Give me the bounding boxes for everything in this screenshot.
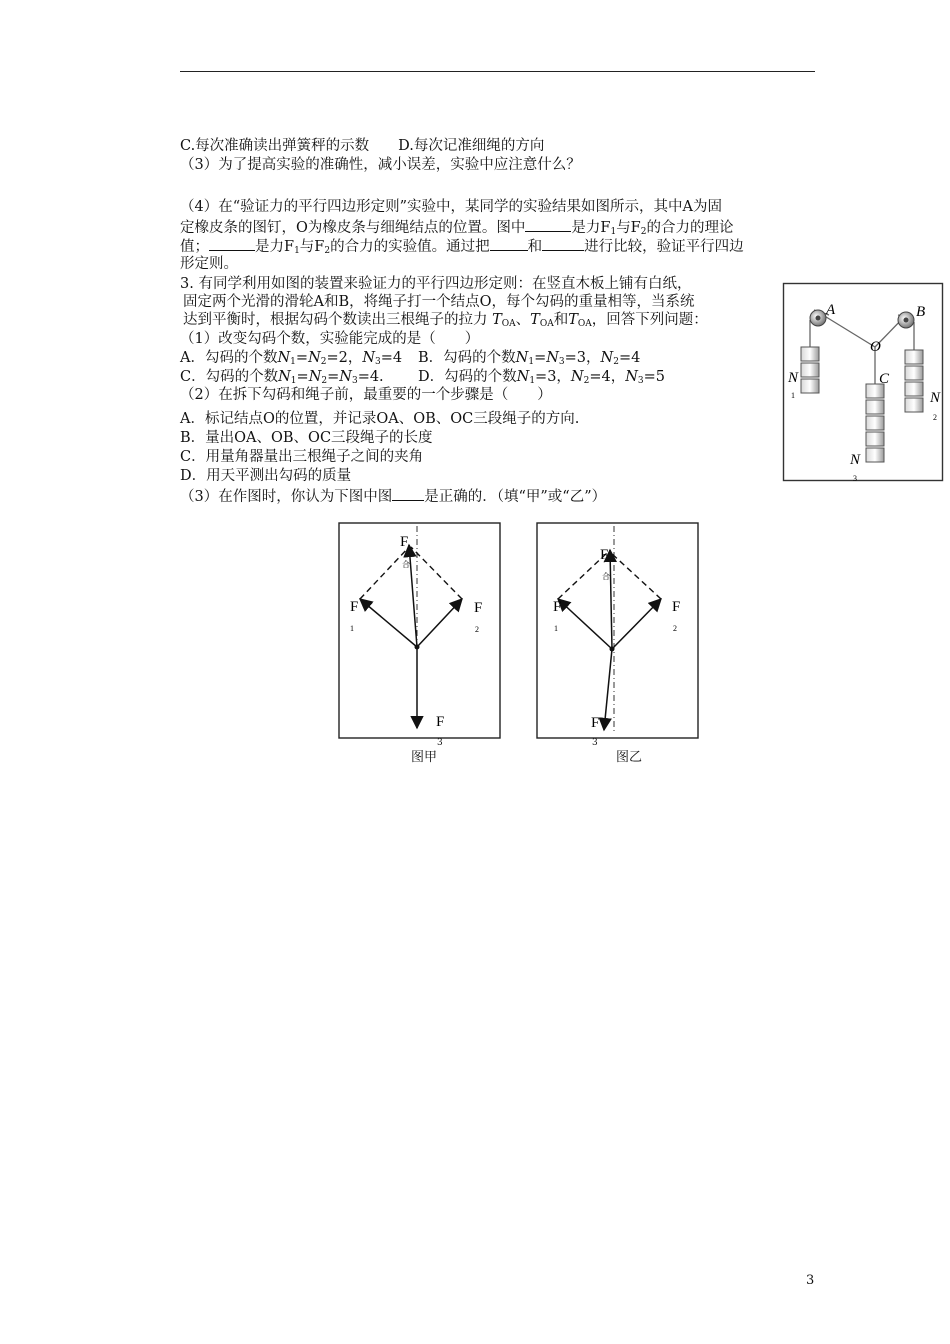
text-span: C．勾码的个数 xyxy=(180,369,279,385)
text-span: 和 xyxy=(553,312,569,328)
answer-blank[interactable] xyxy=(490,236,528,251)
text-span: = xyxy=(295,350,309,366)
text-span: =4 xyxy=(380,350,403,366)
figure-yi-f3-subscript: 3 xyxy=(592,738,598,748)
text-span: =4. xyxy=(357,369,384,385)
subscript: 2 xyxy=(583,376,590,386)
text-span: =4， xyxy=(589,369,626,385)
label-f3: F xyxy=(591,715,600,731)
text-line: 3. 有同学利用如图的装置来验证力的平行四边形定则：在竖直木板上铺有白纸， xyxy=(180,276,692,292)
weights-n1 xyxy=(801,347,819,393)
text-line: 形定则。 xyxy=(180,256,238,272)
text-span: =2， xyxy=(326,350,363,366)
header-rule xyxy=(180,71,815,72)
n-symbol: N xyxy=(516,369,530,385)
n-symbol: N xyxy=(278,369,291,385)
text-span: =4 xyxy=(618,350,641,366)
label-f3: F xyxy=(436,714,445,730)
pulley-apparatus-diagram xyxy=(782,282,946,482)
text-span: =5 xyxy=(643,369,666,385)
text-span: 的合力的理论 xyxy=(646,220,734,236)
figure-jia xyxy=(338,522,502,740)
subscript: OA xyxy=(577,319,592,329)
text-line xyxy=(180,486,606,506)
label-f1-sub: 1 xyxy=(350,624,354,633)
text-span: 与F xyxy=(299,239,325,255)
answer-blank[interactable] xyxy=(209,236,255,251)
n-symbol: N xyxy=(570,369,584,385)
label-he-sub: 合 xyxy=(602,572,610,581)
text-span: =3， xyxy=(564,350,601,366)
text-line: （4）在“验证力的平行四边形定则”实验中，某同学的实验结果如图所示，其中A为固 xyxy=(180,199,723,215)
text-span: 进行比较，验证平行四边 xyxy=(584,239,744,255)
text-span: 和 xyxy=(527,239,543,255)
answer-blank[interactable] xyxy=(392,486,424,501)
answer-blank[interactable] xyxy=(542,236,584,251)
text-span: ，回答下列问题： xyxy=(591,312,708,328)
figure-jia-caption: 图甲 xyxy=(411,750,438,765)
text-span: 、 xyxy=(515,312,531,328)
n-symbol: N xyxy=(362,350,376,366)
label-f1-sub: 1 xyxy=(554,624,558,633)
text-span: 值； xyxy=(180,239,209,255)
text-line: A．标记结点O的位置，并记录OA、OB、OC三段绳子的方向. xyxy=(180,411,580,427)
label-b: B xyxy=(916,304,926,320)
label-a: A xyxy=(826,302,836,318)
text-span: （3）在作图时，你认为下图中图 xyxy=(180,489,393,505)
n-symbol: N xyxy=(625,369,638,385)
n-symbol: N xyxy=(515,350,529,366)
pulley-b-axle xyxy=(904,318,909,323)
subscript: OA xyxy=(539,319,554,329)
label-f1: F xyxy=(350,599,359,615)
n-symbol: N xyxy=(308,350,321,366)
n-symbol: N xyxy=(546,350,559,366)
subscript: 3 xyxy=(558,357,565,367)
subscript: 1 xyxy=(290,357,296,367)
text-span: 是力F xyxy=(571,220,611,236)
node-o xyxy=(610,647,615,652)
text-line: C.每次准确读出弹簧秤的示数 D.每次记准细绳的方向 xyxy=(180,138,545,154)
text-line: （1）改变勾码个数，实验能完成的是（ ） xyxy=(180,331,480,347)
label-n3: N xyxy=(850,452,861,468)
page-number: 3 xyxy=(806,1273,815,1288)
tension-symbol: T xyxy=(568,312,578,328)
text-span: 是力F xyxy=(255,239,295,255)
pulley-a-axle xyxy=(816,316,821,321)
answer-blank[interactable] xyxy=(525,217,571,232)
subscript: 2 xyxy=(613,357,619,367)
text-line: B．量出OA、OB、OC三段绳子的长度 xyxy=(180,430,433,446)
label-f2: F xyxy=(474,600,483,616)
label-f2: F xyxy=(672,599,681,615)
label-n2: N xyxy=(930,390,941,406)
text-span: =3， xyxy=(535,369,571,385)
subscript: 2 xyxy=(324,246,331,256)
label-f2-sub: 2 xyxy=(475,625,479,634)
label-n1: N xyxy=(788,370,799,386)
subscript: 1 xyxy=(610,227,617,237)
text-line xyxy=(180,236,744,260)
figure-jia-f3-subscript: 3 xyxy=(437,738,443,748)
text-span: A．勾码的个数 xyxy=(180,350,278,366)
label-he-sub: 合 xyxy=(402,560,410,569)
subscript: 2 xyxy=(320,357,327,367)
text-line: （3）为了提高实验的准确性，减小误差，实验中应注意什么？ xyxy=(180,157,581,173)
subscript: 3 xyxy=(375,357,381,367)
node-o xyxy=(415,645,420,650)
tension-symbol: T xyxy=(530,312,540,328)
weights-n3 xyxy=(866,384,884,462)
text-span: 的合力的实验值。通过把 xyxy=(330,239,490,255)
text-span: 定橡皮条的图钉，O为橡皮条与细绳结点的位置。图中 xyxy=(180,220,526,236)
label-o: O xyxy=(870,339,881,355)
text-line: C．用量角器量出三根绳子之间的夹角 xyxy=(180,449,424,465)
text-span: 达到平衡时，根据勾码个数读出三根绳子的拉力 xyxy=(183,312,488,328)
subscript: 1 xyxy=(294,246,300,256)
label-n2-sub: 2 xyxy=(933,413,937,422)
figure-yi-caption: 图乙 xyxy=(616,750,643,765)
subscript: 1 xyxy=(529,376,536,386)
text-line: （2）在拆下勾码和绳子前，最重要的一个步骤是（ ） xyxy=(180,387,552,403)
n-symbol: N xyxy=(308,369,322,385)
label-n3-sub: 3 xyxy=(853,474,857,482)
n-symbol: N xyxy=(277,350,291,366)
label-n1-sub: 1 xyxy=(791,391,795,400)
text-line: 固定两个光滑的滑轮A和B，将绳子打一个结点O，每个勾码的重量相等，当系统 xyxy=(183,294,695,310)
text-span: = xyxy=(327,369,340,385)
subscript: 2 xyxy=(640,227,647,237)
label-c: C xyxy=(879,371,890,387)
subscript: 1 xyxy=(528,357,535,367)
subscript: 1 xyxy=(290,376,297,386)
label-f2-sub: 2 xyxy=(673,624,677,633)
text-line: D．用天平测出勾码的质量 xyxy=(180,468,352,484)
tension-symbol: T xyxy=(492,312,502,328)
n-symbol: N xyxy=(339,369,352,385)
label-f-he: F xyxy=(600,547,609,563)
subscript: 3 xyxy=(351,376,358,386)
figure-yi xyxy=(536,522,700,740)
subscript: 2 xyxy=(321,376,328,386)
text-span: B．勾码的个数 xyxy=(418,350,516,366)
subscript: OA xyxy=(501,319,516,329)
text-span: D．勾码的个数 xyxy=(418,369,517,385)
subscript: 3 xyxy=(637,376,644,386)
label-f-he: F xyxy=(400,534,409,550)
text-span: 与F xyxy=(616,220,641,236)
text-span: = xyxy=(534,350,547,366)
text-span: 是正确的．（填“甲”或“乙”） xyxy=(424,489,607,505)
text-span: = xyxy=(296,369,309,385)
n-symbol: N xyxy=(600,350,614,366)
label-f1: F xyxy=(553,599,562,615)
